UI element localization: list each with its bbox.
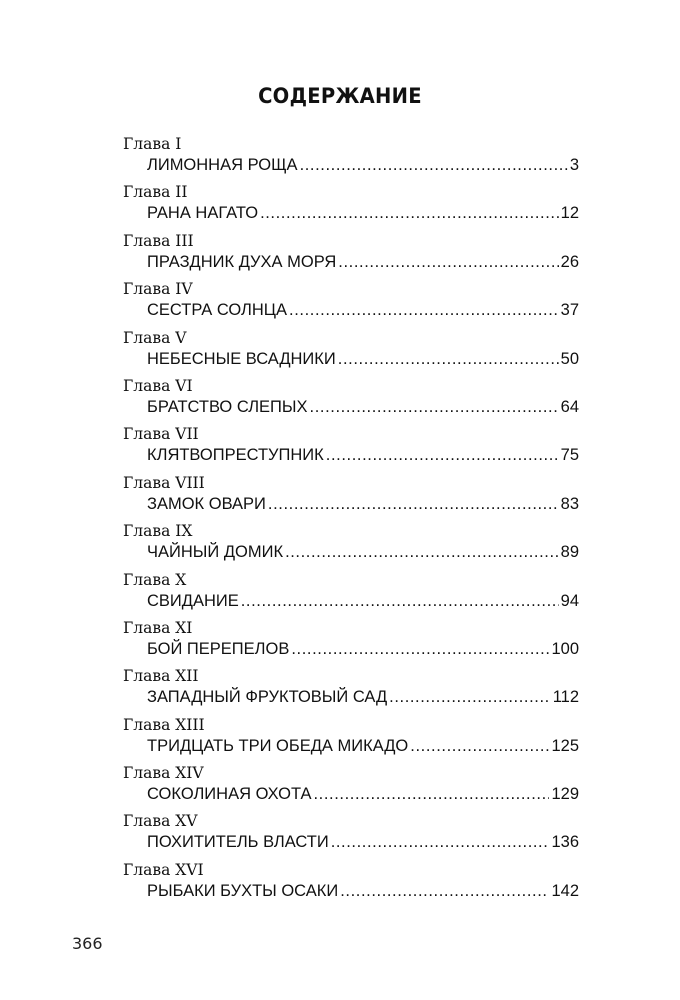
dot-leader [241, 590, 559, 612]
page-number: 50 [560, 349, 579, 368]
chapter-label: Глава XIII [123, 715, 205, 734]
page-number: 26 [560, 252, 579, 271]
page-number: 89 [560, 543, 579, 562]
page-number: 129 [551, 785, 579, 804]
toc-entry [0, 424, 680, 472]
chapter-title: РАНА НАГАТО [147, 204, 259, 223]
dot-leader [338, 251, 558, 273]
toc-entry [0, 134, 680, 182]
toc-entry [0, 473, 680, 521]
toc-entry [0, 182, 680, 230]
chapter-label: Глава I [123, 135, 182, 153]
dot-leader [260, 202, 559, 224]
chapter-label: Глава XVI [123, 860, 204, 879]
chapter-title: ТРИДЦАТЬ ТРИ ОБЕДА МИКАДО [147, 736, 409, 755]
dot-leader [268, 493, 559, 515]
toc-entry-line [147, 831, 579, 853]
chapter-label: Глава XV [123, 812, 198, 831]
chapter-title: ПОХИТИТЕЛЬ ВЛАСТИ [147, 833, 329, 852]
page-number: 94 [560, 591, 579, 610]
chapter-title: ЧАЙНЫЙ ДОМИК [147, 543, 284, 562]
chapter-title: СОКОЛИНАЯ ОХОТА [147, 785, 312, 804]
chapter-title: КЛЯТВОПРЕСТУПНИК [147, 446, 324, 465]
toc-entry-line [147, 541, 579, 563]
toc-entry [0, 376, 680, 424]
page-number: 12 [560, 204, 579, 223]
toc-entry [0, 328, 680, 376]
page-folio-number: 366 [72, 934, 103, 953]
dot-leader [310, 396, 559, 418]
dot-leader [300, 154, 568, 176]
chapter-label: Глава VIII [123, 473, 205, 492]
page-number: 83 [560, 494, 579, 513]
chapter-title: СЕСТРА СОЛНЦА [147, 301, 288, 320]
toc-entry-line [147, 202, 579, 224]
chapter-label: Глава XIV [123, 764, 204, 783]
chapter-label: Глава VII [123, 425, 199, 444]
toc-entry [0, 618, 680, 666]
chapter-label: Глава X [123, 570, 187, 589]
page-number: 3 [569, 156, 579, 174]
dot-leader [338, 348, 559, 370]
page-number: 125 [551, 736, 579, 755]
toc-entry [0, 715, 680, 763]
toc-entry [0, 570, 680, 618]
toc-entry-line [147, 783, 579, 805]
dot-leader [289, 299, 559, 321]
dot-leader [326, 444, 559, 466]
dot-leader [291, 638, 549, 660]
dot-leader [389, 686, 551, 708]
toc-entry-line [147, 686, 579, 708]
dot-leader [314, 783, 550, 805]
chapter-title: ЗАМОК ОВАРИ [147, 494, 266, 513]
toc-entry [0, 763, 680, 811]
toc-entry [0, 811, 680, 859]
chapter-label: Глава V [123, 328, 187, 347]
chapter-title: ПРАЗДНИК ДУХА МОРЯ [147, 252, 337, 271]
page-number: 100 [551, 639, 579, 658]
toc-entry [0, 860, 680, 908]
page-number: 112 [552, 688, 579, 707]
page-number: 75 [560, 446, 579, 465]
chapter-label: Глава VI [123, 376, 193, 395]
chapter-title: СВИДАНИЕ [147, 591, 239, 610]
chapter-title: ЛИМОННАЯ РОЩА [147, 156, 298, 174]
chapter-title: БОЙ ПЕРЕПЕЛОВ [147, 639, 290, 658]
toc-entry-line [147, 154, 579, 176]
toc-entry [0, 279, 680, 327]
dot-leader [410, 735, 549, 757]
toc-entry [0, 231, 680, 279]
toc-entry [0, 666, 680, 714]
toc-entry-line [147, 880, 579, 902]
chapter-title: РЫБАКИ БУХТЫ ОСАКИ [147, 881, 339, 900]
chapter-title: БРАТСТВО СЛЕПЫХ [147, 397, 308, 416]
chapter-title: ЗАПАДНЫЙ ФРУКТОВЫЙ САД [147, 688, 388, 707]
toc-entry-line [147, 735, 579, 757]
toc-entry-line [147, 590, 579, 612]
chapter-label: Глава II [123, 183, 188, 202]
toc-entry-line [147, 348, 579, 370]
dot-leader [340, 880, 549, 902]
toc-entry-line [147, 493, 579, 515]
chapter-title: НЕБЕСНЫЕ ВСАДНИКИ [147, 349, 336, 368]
page-number: 136 [551, 833, 579, 852]
dot-leader [285, 541, 559, 563]
chapter-label: Глава IX [123, 522, 193, 541]
page-number: 37 [560, 301, 579, 320]
table-of-contents [0, 134, 680, 908]
chapter-label: Глава IV [123, 280, 193, 299]
chapter-label: Глава III [123, 231, 194, 250]
dot-leader [331, 831, 550, 853]
page-number: 64 [560, 397, 579, 416]
page-number: 142 [551, 881, 579, 900]
chapter-label: Глава XII [123, 667, 199, 686]
toc-entry-line [147, 396, 579, 418]
toc-entry-line [147, 251, 579, 273]
page-title: СОДЕРЖАНИЕ [258, 84, 422, 108]
toc-entry-line [147, 444, 579, 466]
toc-entry-line [147, 638, 579, 660]
chapter-label: Глава XI [123, 618, 193, 637]
toc-entry-line [147, 299, 579, 321]
toc-entry [0, 521, 680, 569]
